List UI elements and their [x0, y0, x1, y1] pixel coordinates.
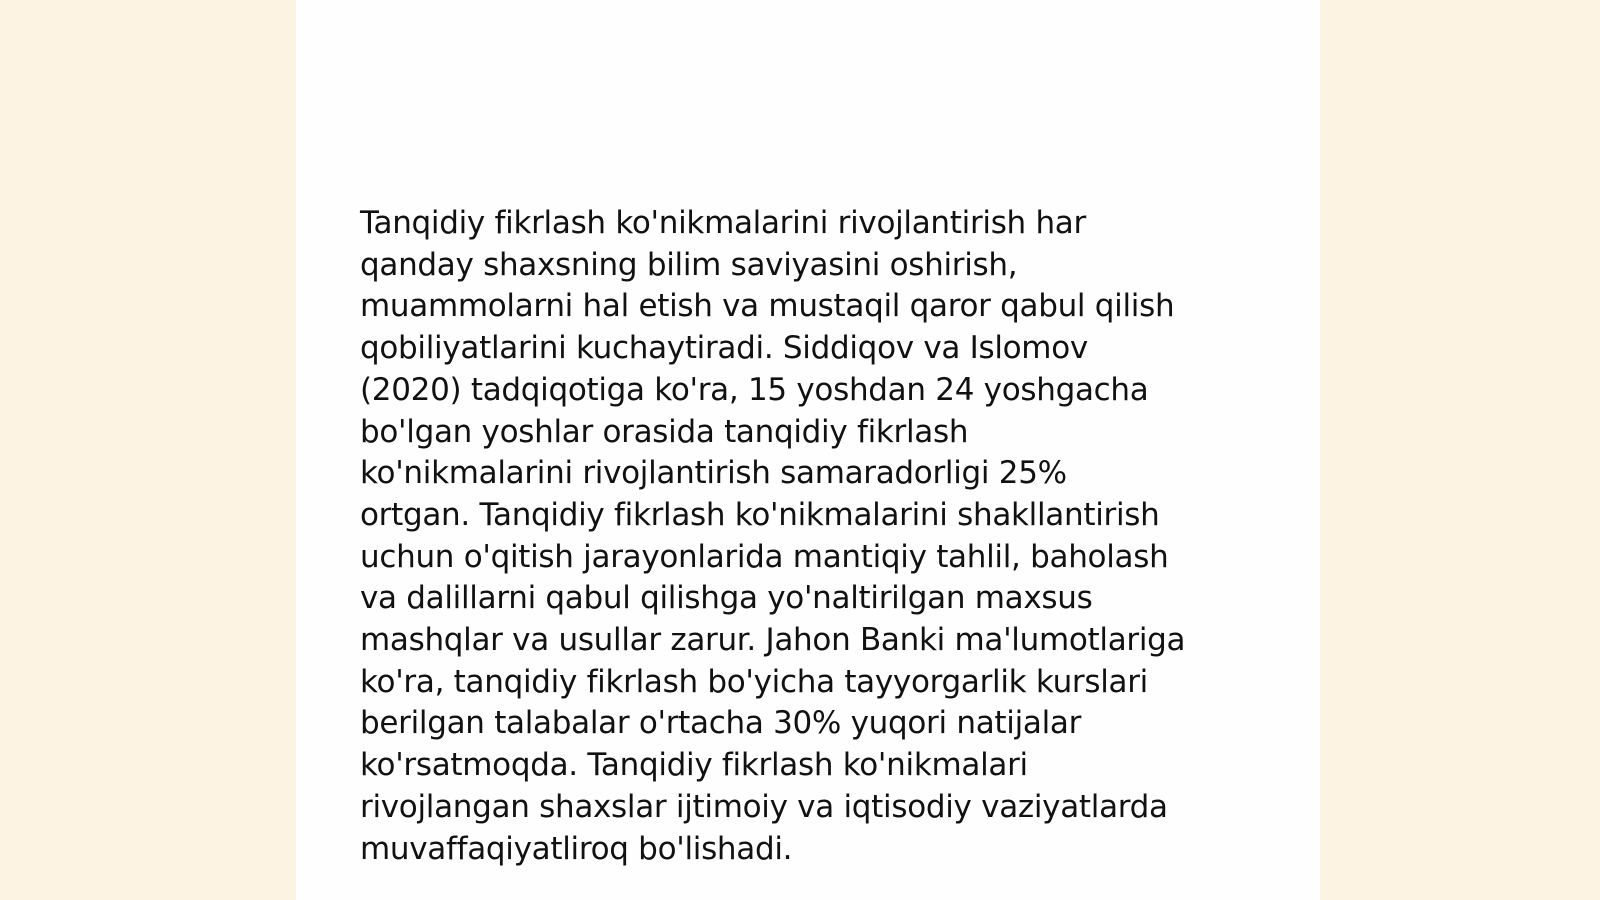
paragraph-line: ko'nikmalarini rivojlantirish samaradorligi 25% [360, 455, 1067, 492]
paragraph-line: va dalillarni qabul qilishga yo'naltirilgan maxsus [360, 580, 1093, 617]
paragraph-line: (2020) tadqiqotiga ko'ra, 15 yoshdan 24 yoshgacha [360, 371, 1149, 408]
paragraph-line: ko'rsatmoqda. Tanqidiy fikrlash ko'nikmalari [360, 747, 1028, 784]
paragraph-line: muvaffaqiyatliroq bo'lishadi. [360, 830, 793, 867]
paragraph-line: rivojlangan shaxslar ijtimoiy va iqtisodiy vaziyatlarda [360, 788, 1168, 825]
paragraph-line: ko'ra, tanqidiy fikrlash bo'yicha tayyorgarlik kurslari [360, 663, 1148, 700]
paragraph-line: qobiliyatlarini kuchaytiradi. Siddiqov va Islomov [360, 330, 1088, 367]
paragraph-line: Tanqidiy fikrlash ko'nikmalarini rivojlantirish har [360, 205, 1086, 241]
paragraph-line: muammolarni hal etish va mustaqil qaror qabul qilish [360, 288, 1175, 325]
paragraph-line: qanday shaxsning bilim saviyasini oshirish, [360, 246, 1018, 283]
paragraph-line: mashqlar va usullar zarur. Jahon Banki ma'lumotlariga [360, 622, 1186, 659]
paragraph-line: bo'lgan yoshlar orasida tanqidiy fikrlash [360, 413, 969, 450]
paragraph-line: ortgan. Tanqidiy fikrlash ko'nikmalarini shakllantirish [360, 496, 1160, 533]
body-paragraph [360, 203, 1260, 870]
document-page [296, 0, 1320, 900]
paragraph-line: berilgan talabalar o'rtacha 30% yuqori natijalar [360, 705, 1082, 742]
paragraph-line: uchun o'qitish jarayonlarida mantiqiy tahlil, baholash [360, 538, 1169, 575]
